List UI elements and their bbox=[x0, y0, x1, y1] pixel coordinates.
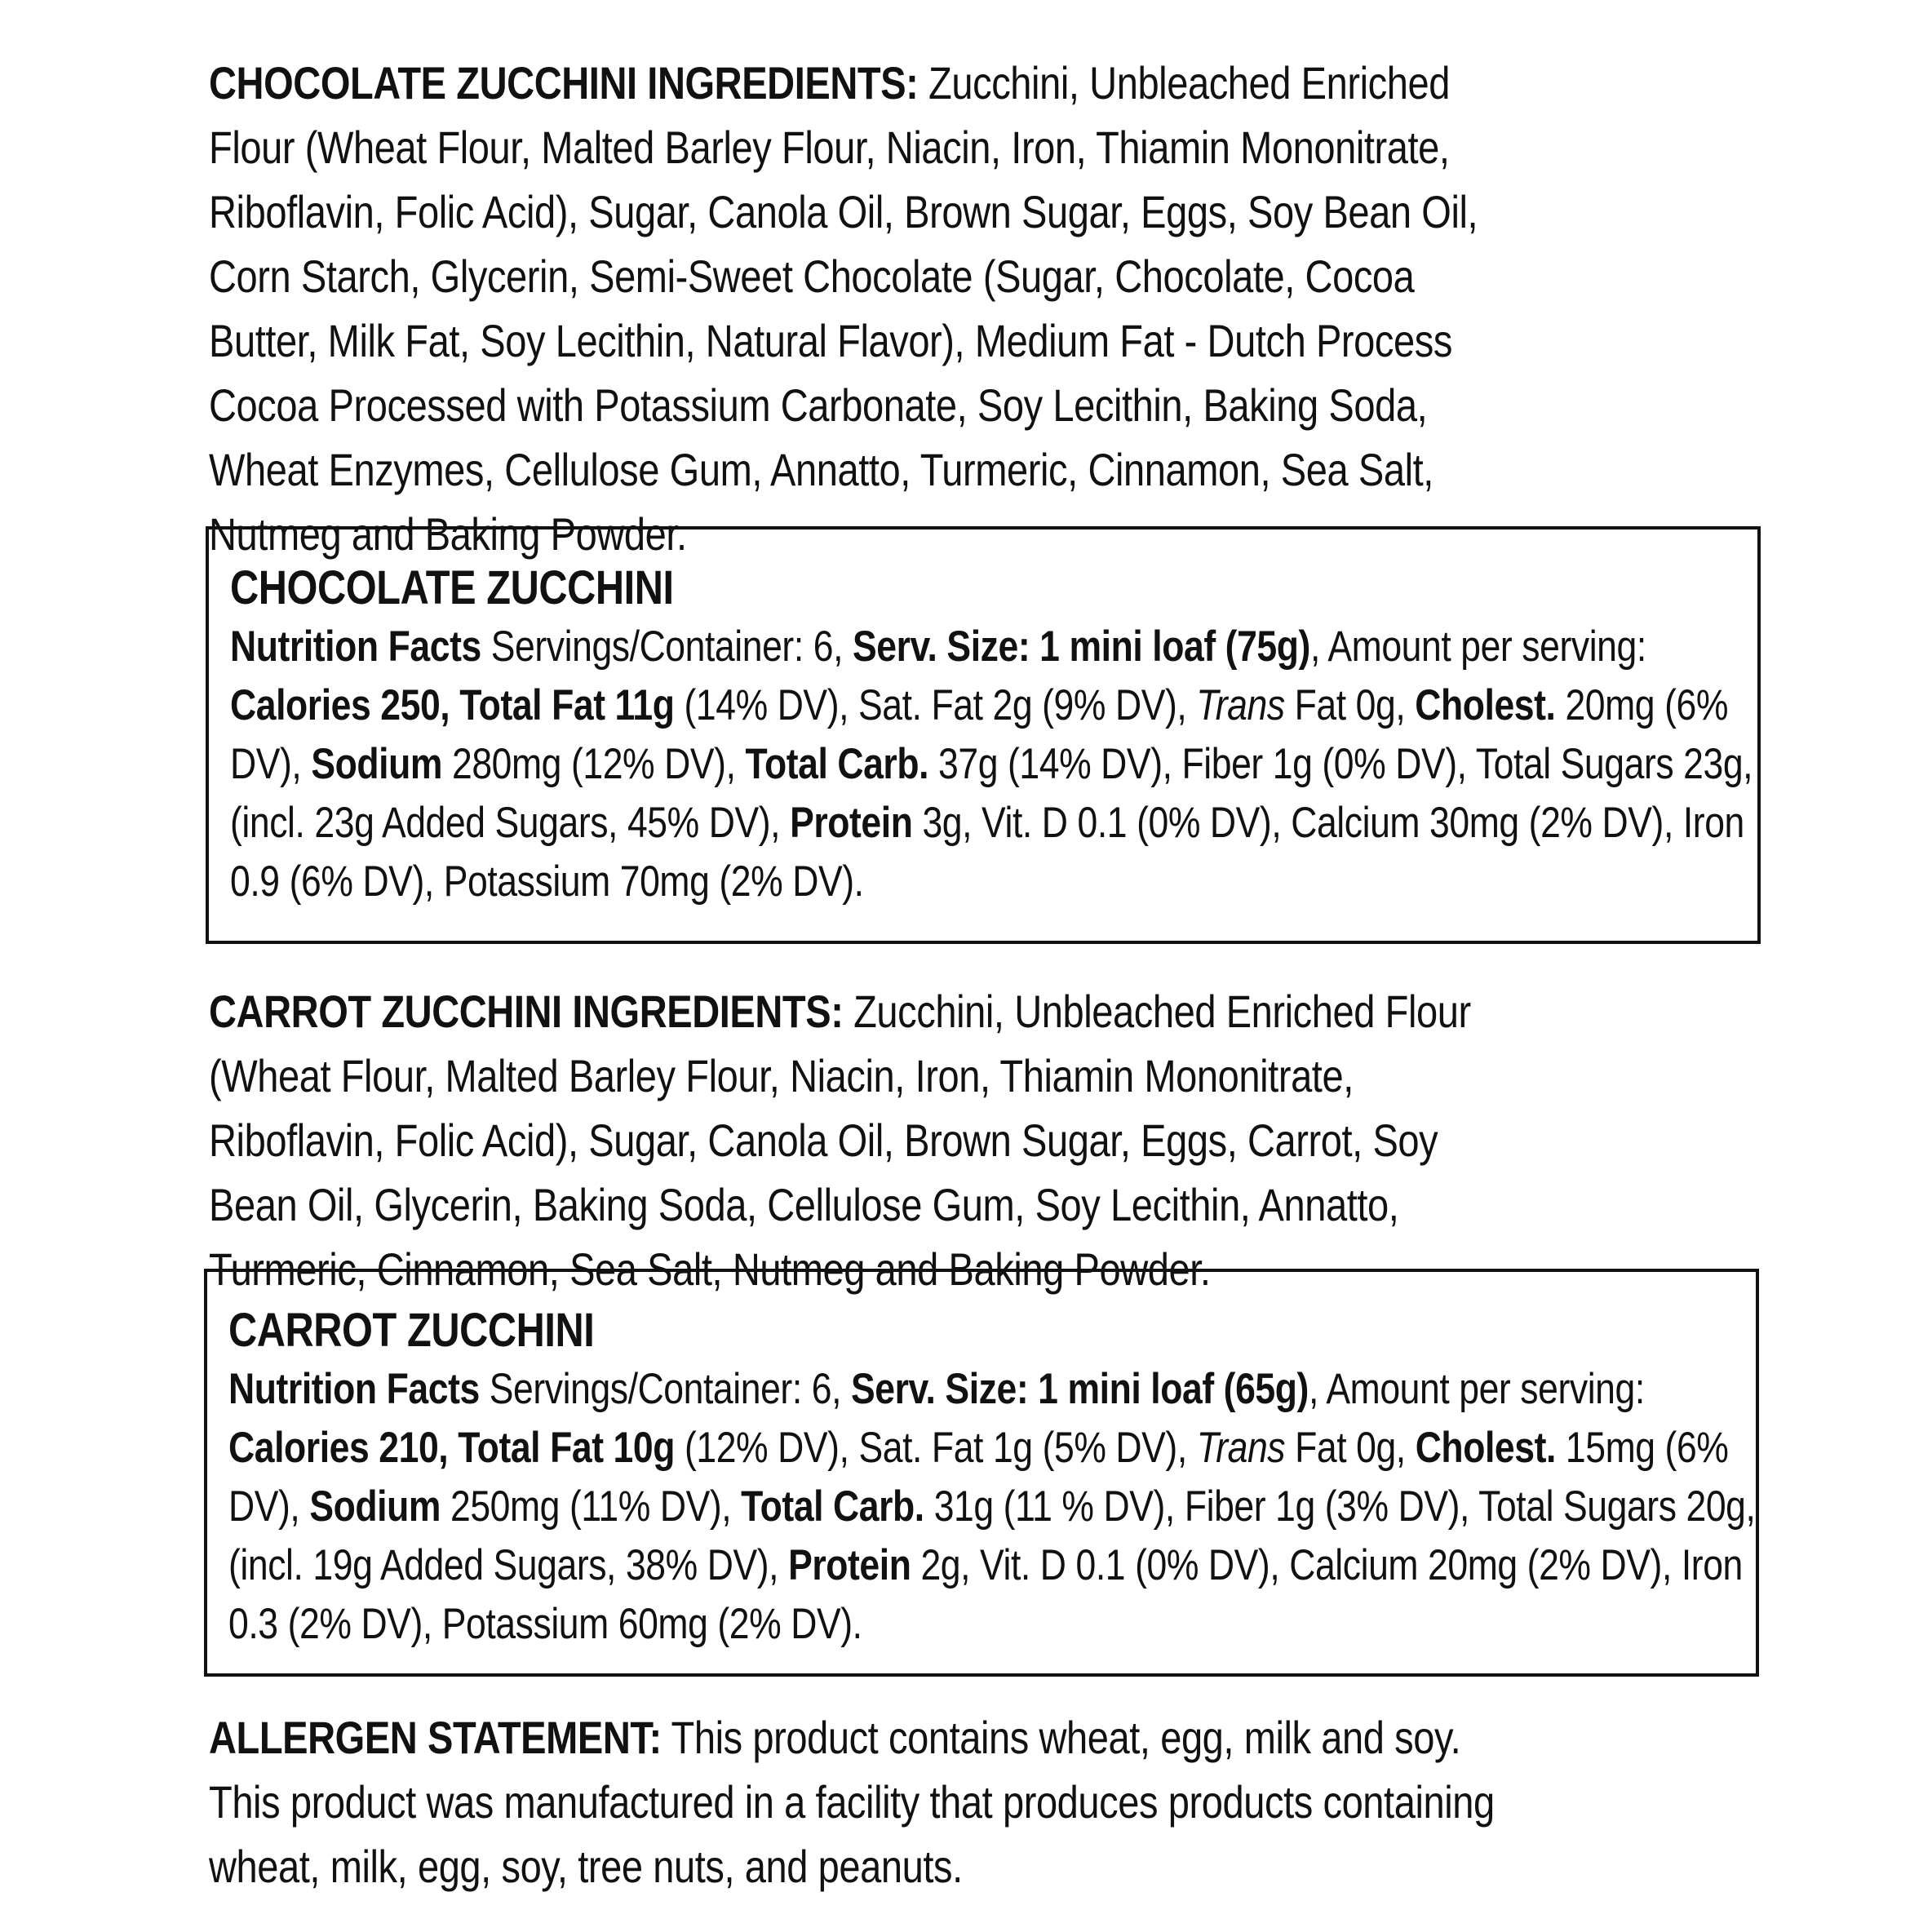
nutrition-part: Nutrition Facts bbox=[230, 623, 481, 671]
nutrition-part: Nutrition Facts bbox=[228, 1365, 480, 1413]
nutrition-part: Total Carb. bbox=[745, 740, 929, 788]
nutrition-part: Servings/Container: 6, bbox=[479, 1365, 851, 1413]
nutrition-part: 280mg (12% DV), bbox=[442, 740, 746, 788]
nutrition-part: 20mg (6% DV), bbox=[230, 681, 1729, 788]
nutrition-part: Sodium bbox=[309, 1482, 441, 1531]
allergen-heading: ALLERGEN STATEMENT: bbox=[209, 1712, 662, 1763]
carrot-nutrition-content bbox=[228, 1301, 1764, 1654]
nutrition-part: Cholest. bbox=[1415, 1424, 1556, 1472]
nutrition-part: Calories 250, Total Fat 11g bbox=[230, 681, 675, 729]
nutrition-part: 250mg (11% DV), bbox=[441, 1482, 742, 1531]
nutrition-part: Calories 210, Total Fat 10g bbox=[228, 1424, 676, 1472]
nutrition-part: Total Carb. bbox=[741, 1482, 924, 1531]
nutrition-part: Sodium bbox=[311, 740, 443, 788]
chocolate-nutrition-content bbox=[230, 559, 1766, 911]
nutrition-part: Servings/Container: 6, bbox=[481, 623, 853, 671]
nutrition-part: 37g (14% DV), Fiber 1g (0% DV), Total Sugars 23g, (incl. 23g Added Sugars, 45% DV), bbox=[230, 740, 1753, 847]
carrot-nutrition-title: CARROT ZUCCHINI bbox=[228, 1304, 595, 1357]
nutrition-part: (12% DV), Sat. Fat 1g (5% DV), bbox=[675, 1424, 1197, 1472]
carrot-nutrition-facts bbox=[228, 1360, 1764, 1654]
nutrition-part: Fat 0g, bbox=[1285, 1424, 1416, 1472]
carrot-ingredients bbox=[209, 979, 1525, 1301]
allergen-statement bbox=[209, 1705, 1525, 1899]
nutrition-part: Serv. Size: 1 mini loaf (65g) bbox=[850, 1365, 1309, 1413]
allergen-text: This product contains wheat, egg, milk and soy. This product was manufactured in a facility that produces products containing wheat, milk, egg, soy, tree nuts, and peanuts. bbox=[209, 1712, 1495, 1892]
chocolate-nutrition-title: CHOCOLATE ZUCCHINI bbox=[230, 561, 674, 614]
nutrition-part: Fat 0g, bbox=[1284, 681, 1416, 729]
carrot-ingredients-heading: CARROT ZUCCHINI INGREDIENTS: bbox=[209, 986, 844, 1037]
nutrition-part: , Amount per serving: bbox=[1308, 1365, 1645, 1413]
nutrition-part: 31g (11 % DV), Fiber 1g (3% DV), Total Sugars 20g, (incl. 19g Added Sugars, 38% DV), bbox=[228, 1482, 1756, 1589]
nutrition-part: Protein bbox=[788, 1541, 911, 1589]
chocolate-ingredients-heading: CHOCOLATE ZUCCHINI INGREDIENTS: bbox=[209, 57, 919, 109]
nutrition-part: Trans bbox=[1196, 681, 1285, 729]
carrot-nutrition-box bbox=[204, 1269, 1759, 1677]
chocolate-ingredients bbox=[209, 51, 1525, 566]
nutrition-part: 3g, Vit. D 0.1 (0% DV), Calcium 30mg (2% DV), Iron 0.9 (6% DV), Potassium 70mg (2% DV). bbox=[230, 799, 1744, 906]
nutrition-part: 15mg (6% DV), bbox=[228, 1424, 1729, 1531]
nutrition-part: , Amount per serving: bbox=[1309, 623, 1646, 671]
chocolate-nutrition-box bbox=[206, 526, 1761, 944]
chocolate-ingredients-text: Zucchini, Unbleached Enriched Flour (Wheat Flour, Malted Barley Flour, Niacin, Iron, Thiamin Mononitrate, Riboflavin, Folic Acid), Sugar, Canola Oil, Brown Sugar, Eggs, Soy Bean Oil, Corn Starch, Glycerin, Semi-Sweet Chocolate (Sugar, Chocolate, Cocoa Butter, Milk Fat, Soy Lecithin, Natural Flavor), Medium Fat - Dutch Process Cocoa Processed with Potassium Carbonate, Soy Lecithin, Baking Soda, Wheat Enzymes, Cellulose Gum, Annatto, Turmeric, Cinnamon, Sea Salt, Nutmeg and Baking Powder. bbox=[209, 57, 1478, 560]
nutrition-part: Serv. Size: 1 mini loaf (75g) bbox=[852, 623, 1310, 671]
nutrition-part: Trans bbox=[1196, 1424, 1286, 1472]
carrot-ingredients-text: Zucchini, Unbleached Enriched Flour (Wheat Flour, Malted Barley Flour, Niacin, Iron, Thiamin Mononitrate, Riboflavin, Folic Acid), Sugar, Canola Oil, Brown Sugar, Eggs, Carrot, Soy Bean Oil, Glycerin, Baking Soda, Cellulose Gum, Soy Lecithin, Annatto, Turmeric, Cinnamon, Sea Salt, Nutmeg and Baking Powder. bbox=[209, 986, 1471, 1295]
nutrition-part: 2g, Vit. D 0.1 (0% DV), Calcium 20mg (2% DV), Iron 0.3 (2% DV), Potassium 60mg (2% DV). bbox=[228, 1541, 1743, 1648]
chocolate-nutrition-facts bbox=[230, 618, 1766, 911]
nutrition-part: Protein bbox=[790, 799, 913, 847]
nutrition-part: Cholest. bbox=[1415, 681, 1556, 729]
nutrition-part: (14% DV), Sat. Fat 2g (9% DV), bbox=[674, 681, 1197, 729]
